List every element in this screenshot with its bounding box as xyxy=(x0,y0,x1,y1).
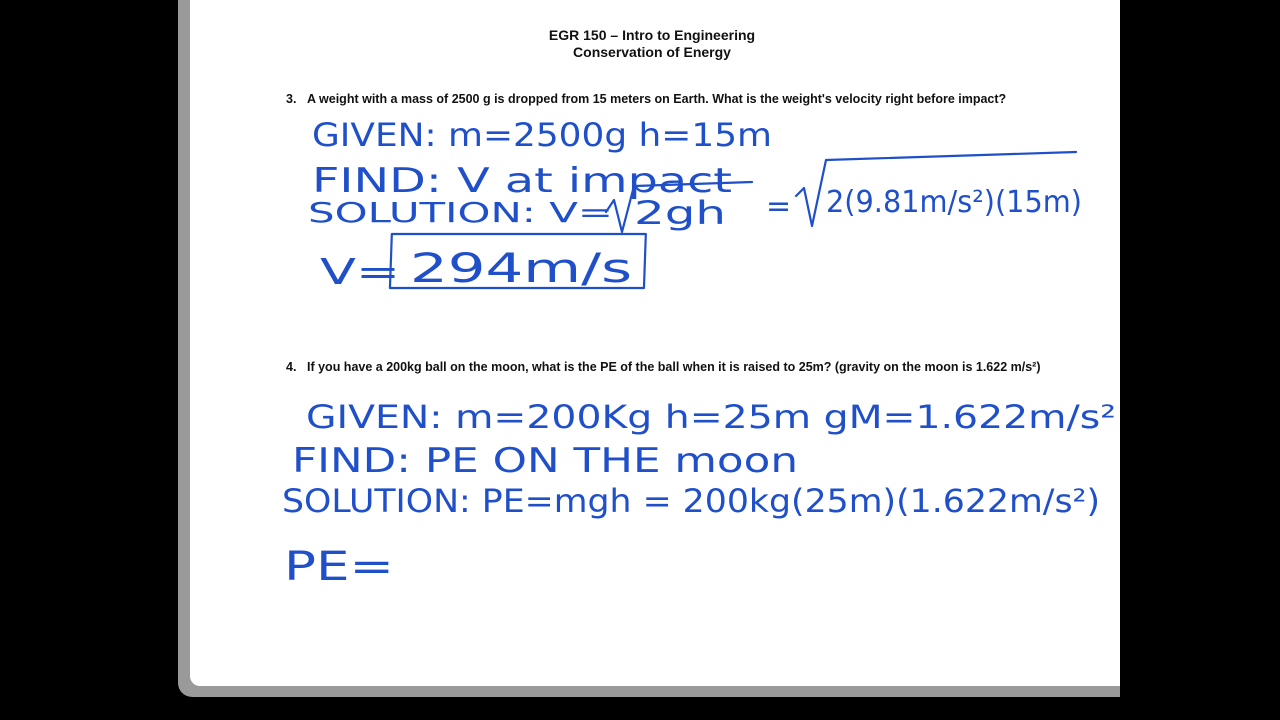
q4-find: FIND: PE ON THE moon xyxy=(292,441,798,481)
q4-answer-lhs: PE= xyxy=(284,544,394,590)
question-number: 4. xyxy=(286,360,297,374)
question-text: If you have a 200kg ball on the moon, what is the PE of the ball when it is raised to 25m? (gravity on the moon is 1.622 m/s²) xyxy=(307,360,1041,374)
q3-equals: = xyxy=(766,189,792,224)
q3-answer-lhs: V= xyxy=(320,252,400,293)
question-text: A weight with a mass of 2500 g is dropped from 15 meters on Earth. What is the weight's velocity right before impact? xyxy=(307,92,1007,106)
q3-given: GIVEN: m=2500g h=15m xyxy=(312,116,772,154)
q4-given: GIVEN: m=200Kg h=25m gM=1.622m/s² xyxy=(306,398,1116,436)
q3-solution: SOLUTION: V= xyxy=(308,196,613,229)
q3-sqrt-expr: 2gh xyxy=(634,194,726,232)
q4-solution: SOLUTION: PE=mgh = 200kg(25m)(1.622m/s²) xyxy=(282,482,1100,520)
q3-sqrt-expr-2: 2(9.81m/s²)(15m) xyxy=(826,185,1082,220)
course-title: EGR 150 – Intro to Engineering xyxy=(548,27,756,43)
q3-find: FIND: V at impact xyxy=(312,161,732,201)
question-number: 3. xyxy=(286,92,297,106)
topic-title: Conservation of Energy xyxy=(573,44,731,60)
q3-answer: 294m/s xyxy=(410,246,632,292)
